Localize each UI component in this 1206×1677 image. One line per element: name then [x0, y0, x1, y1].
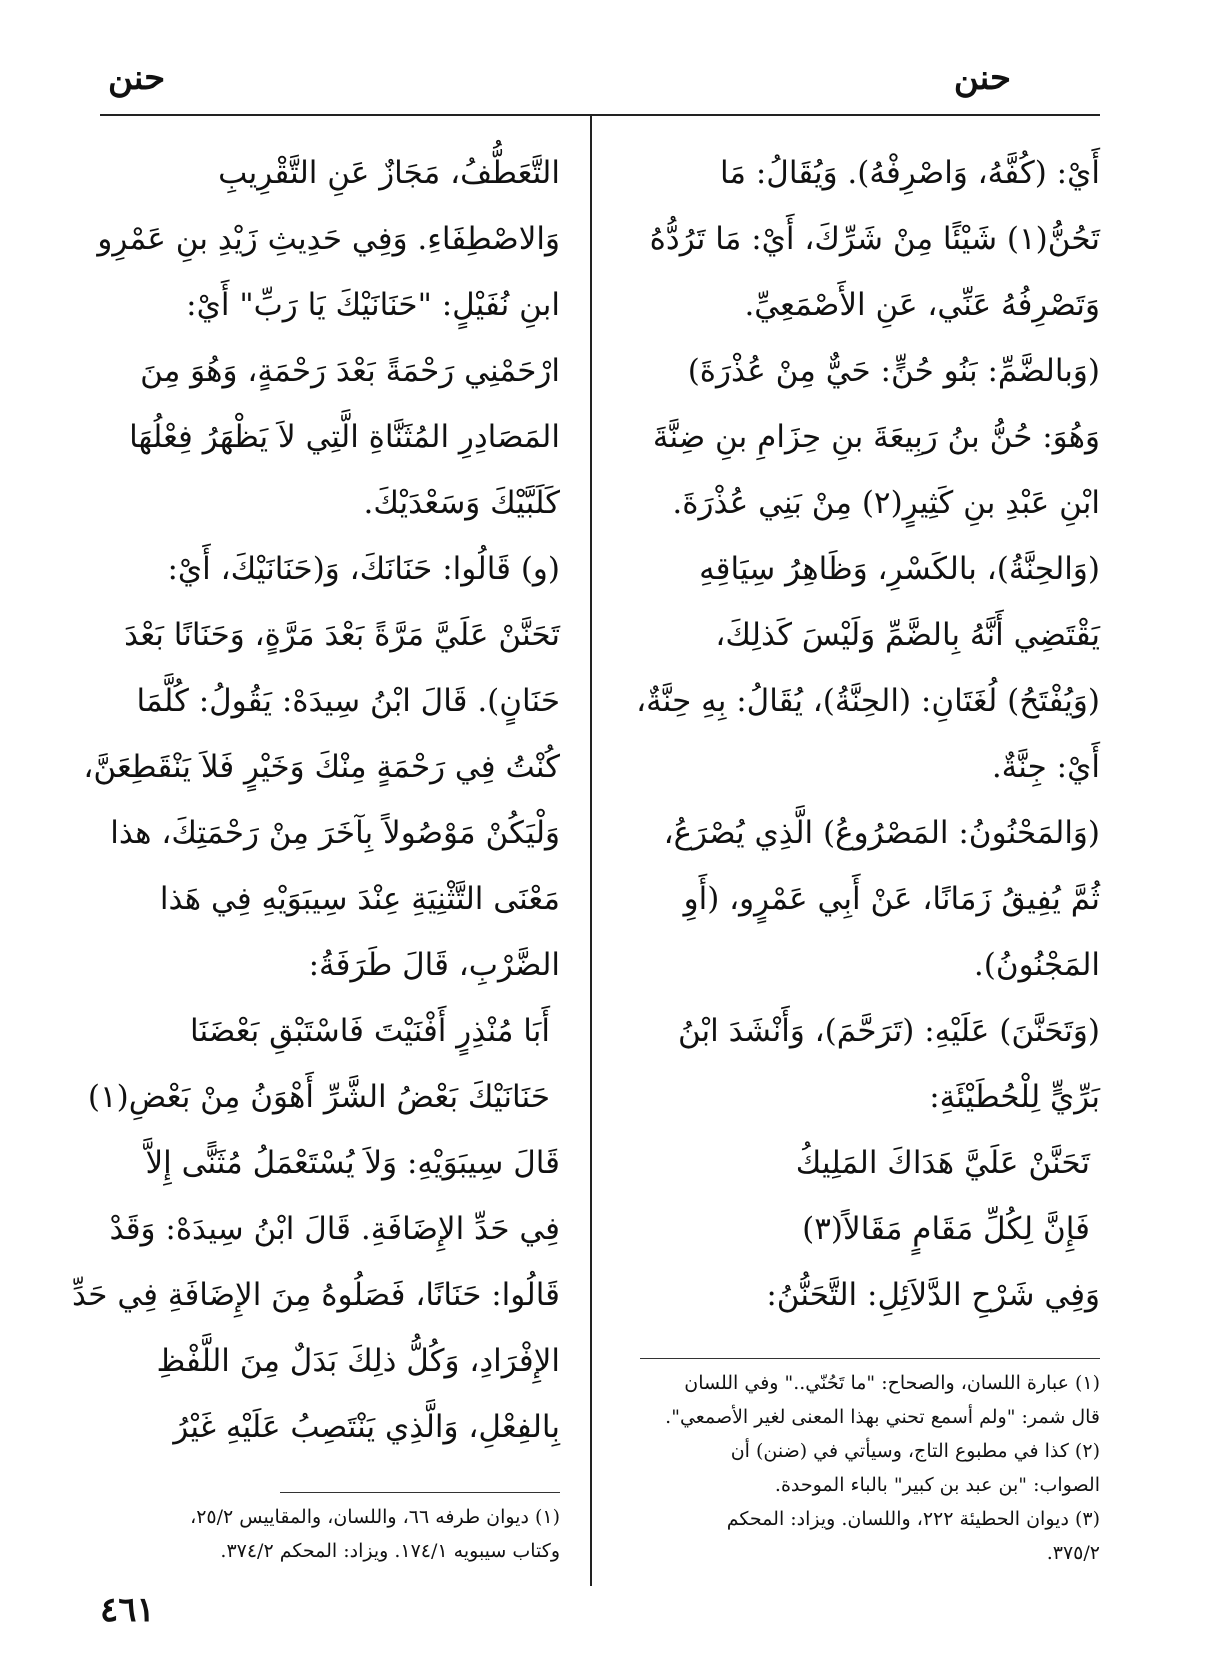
text-line: (وَبالضَّمِّ: بَنُو حُنٍّ: حَيٌّ مِنْ عُذْرَةَ)	[687, 353, 1100, 389]
verse-line: أَبَا مُنْذِرٍ أَفْنَيْتَ فَاسْتَبْقِ بَعْضَنَا	[190, 1013, 550, 1049]
text-line: وَفِي شَرْحِ الدَّلاَئِلِ: التَّحَنُّنُ:	[766, 1277, 1100, 1313]
text-line: كَلَبَّيْكَ وَسَعْدَيْكَ.	[363, 485, 560, 521]
text-line: (وَيُفْتَحُ) لُغَتَانِ: (الحِنَّةُ)، يُقَالُ: بِهِ حِنَّةٌ،	[636, 683, 1100, 719]
footnotes-right	[640, 1366, 1100, 1570]
footnote-line: (٢) كذا في مطبوع التاج، وسيأتي في (ضنن) أن	[730, 1440, 1100, 1462]
text-line: فِي حَدِّ الإِضَافَةِ. قَالَ ابْنُ سِيدَهْ: وَقَدْ	[109, 1211, 560, 1247]
text-line: المَجْنُونُ).	[973, 947, 1100, 983]
text-line: بِالفِعْلِ، وَالَّذِي يَنْتَصِبُ عَلَيْهِ غَيْرُ	[173, 1409, 560, 1445]
text-line: وَتَصْرِفُهُ عَنِّي، عَنِ الأَصْمَعِيِّ.	[744, 287, 1100, 323]
header-rule	[100, 114, 1100, 116]
text-line: ابْنِ عَبْدِ بنِ كَثِيرٍ(٢) مِنْ بَنِي عُذْرَةَ.	[672, 485, 1100, 521]
page-number: ٤٦١	[100, 1590, 155, 1630]
text-line: وَهُوَ: حُنُّ بنُ رَبِيعَةَ بنِ حِزَامِ بنِ ضِنَّةَ	[652, 419, 1100, 455]
text-line: ابنِ نُفَيْلٍ: "حَنَانَيْكَ يَا رَبِّ" أَيْ:	[186, 287, 560, 323]
text-line: وَالاصْطِفَاءِ. وَفِي حَدِيثِ زَيْدِ بنِ عَمْرِو	[97, 221, 560, 257]
right-column	[620, 140, 1100, 1328]
text-line: ثُمَّ يُفِيقُ زَمَانًا، عَنْ أَبِي عَمْرٍو، (أَوِ	[683, 881, 1100, 917]
header-left-word: حنن	[108, 58, 166, 98]
text-line: الضَّرْبِ، قَالَ طَرَفَةُ:	[308, 947, 560, 983]
text-line: كُنْتُ فِي رَحْمَةٍ مِنْكَ وَخَيْرٍ فَلاَ يَنْقَطِعَنَّ،	[83, 749, 560, 785]
text-line: تَحُنُّ(١) شَيْئًا مِنْ شَرِّكَ، أَيْ: مَا تَرُدُّهُ	[649, 221, 1100, 257]
footnote-rule-left	[280, 1492, 560, 1493]
footnotes-left	[100, 1500, 560, 1568]
text-line: المَصَادِرِ المُثَنَّاةِ الَّتِي لاَ يَظْهَرُ فِعْلُهَا	[129, 419, 560, 455]
footnote-line: الصواب: "بن عبد بن كبير" بالباء الموحدة.	[774, 1474, 1100, 1496]
text-line: التَّعَطُّفُ، مَجَازٌ عَنِ التَّقْرِيبِ	[218, 155, 560, 191]
footnote-line: قال شمر: "ولم أسمع تحني بهذا المعنى لغير الأصمعي".	[665, 1406, 1100, 1428]
footnote-rule-right	[640, 1358, 1100, 1359]
text-line: تَحَنَّنْ عَلَيَّ مَرَّةً بَعْدَ مَرَّةٍ، وَحَنَانًا بَعْدَ	[124, 617, 560, 653]
verse-line: حَنَانَيْكَ بَعْضُ الشَّرِّ أَهْوَنُ مِنْ بَعْضِ(١)	[87, 1079, 550, 1115]
footnote-line: (٣) ديوان الحطيئة ٢٢٢، واللسان. ويزاد: المحكم	[726, 1508, 1100, 1530]
text-line: (و) قَالُوا: حَنَانَكَ، وَ(حَنَانَيْكَ، أَيْ:	[167, 551, 560, 587]
text-line: مَعْنَى التَّثْنِيَةِ عِنْدَ سِيبَوَيْهِ فِي هَذا	[159, 881, 560, 917]
text-line: الإِفْرَادِ، وَكُلُّ ذلِكَ بَدَلٌ مِنَ اللَّفْظِ	[156, 1343, 560, 1379]
header-right-word: حنن	[953, 58, 1011, 98]
text-line: حَنَانٍ). قَالَ ابْنُ سِيدَهْ: يَقُولُ: كُلَّمَا	[136, 683, 560, 719]
column-divider	[590, 116, 592, 1586]
verse-line: فَإِنَّ لِكُلِّ مَقَامٍ مَقَالاً(٣)	[802, 1211, 1090, 1247]
footnote-line: ٣٧٥/٢.	[1046, 1542, 1100, 1564]
footnote-line: (١) عبارة اللسان، والصحاح: "ما تَحُنّي.." وفي اللسان	[684, 1372, 1100, 1394]
text-line: قَالُوا: حَنَانًا، فَصَلُوهُ مِنَ الإِضَافَةِ فِي حَدِّ	[72, 1277, 560, 1313]
text-line: (وَالمَحْنُونُ: المَصْرُوعُ) الَّذِي يُصْرَعُ،	[663, 815, 1100, 851]
text-line: أَيْ: (كُفَّهُ، وَاصْرِفْهُ). وَيُقَالُ: مَا	[719, 155, 1100, 191]
left-column	[72, 140, 560, 1460]
text-line: وَلْيَكُنْ مَوْصُولاً بِآخَرَ مِنْ رَحْمَتِكَ، هذا	[110, 815, 560, 851]
footnote-line: وكتاب سيبويه ١٧٤/١. ويزاد: المحكم ٣٧٤/٢.	[220, 1540, 560, 1562]
text-line: يَقْتَضِي أَنَّهُ بِالضَّمِّ وَلَيْسَ كَذلِكَ،	[715, 617, 1100, 653]
verse-line: تَحَنَّنْ عَلَيَّ هَدَاكَ المَلِيكُ	[795, 1145, 1090, 1181]
text-line: ارْحَمْنِي رَحْمَةً بَعْدَ رَحْمَةٍ، وَهُوَ مِنَ	[140, 353, 560, 389]
text-line: (وَتَحَنَّنَ) عَلَيْهِ: (تَرَحَّمَ)، وَأَنْشَدَ ابْنُ	[677, 1013, 1100, 1049]
text-line: قَالَ سِيبَوَيْهِ: وَلاَ يُسْتَعْمَلُ مُثَنًّى إِلاَّ	[145, 1145, 560, 1181]
text-line: أَيْ: جِنَّةٌ.	[991, 749, 1100, 785]
footnote-line: (١) ديوان طرفه ٦٦، واللسان، والمقاييس ٢٥/٢،	[190, 1506, 560, 1528]
text-line: (وَالحِنَّةُ)، بالكَسْرِ، وَظَاهِرُ سِيَاقِهِ	[699, 551, 1100, 587]
text-line: بَرِّيٍّ لِلْحُطَيْئَةِ:	[929, 1079, 1100, 1115]
